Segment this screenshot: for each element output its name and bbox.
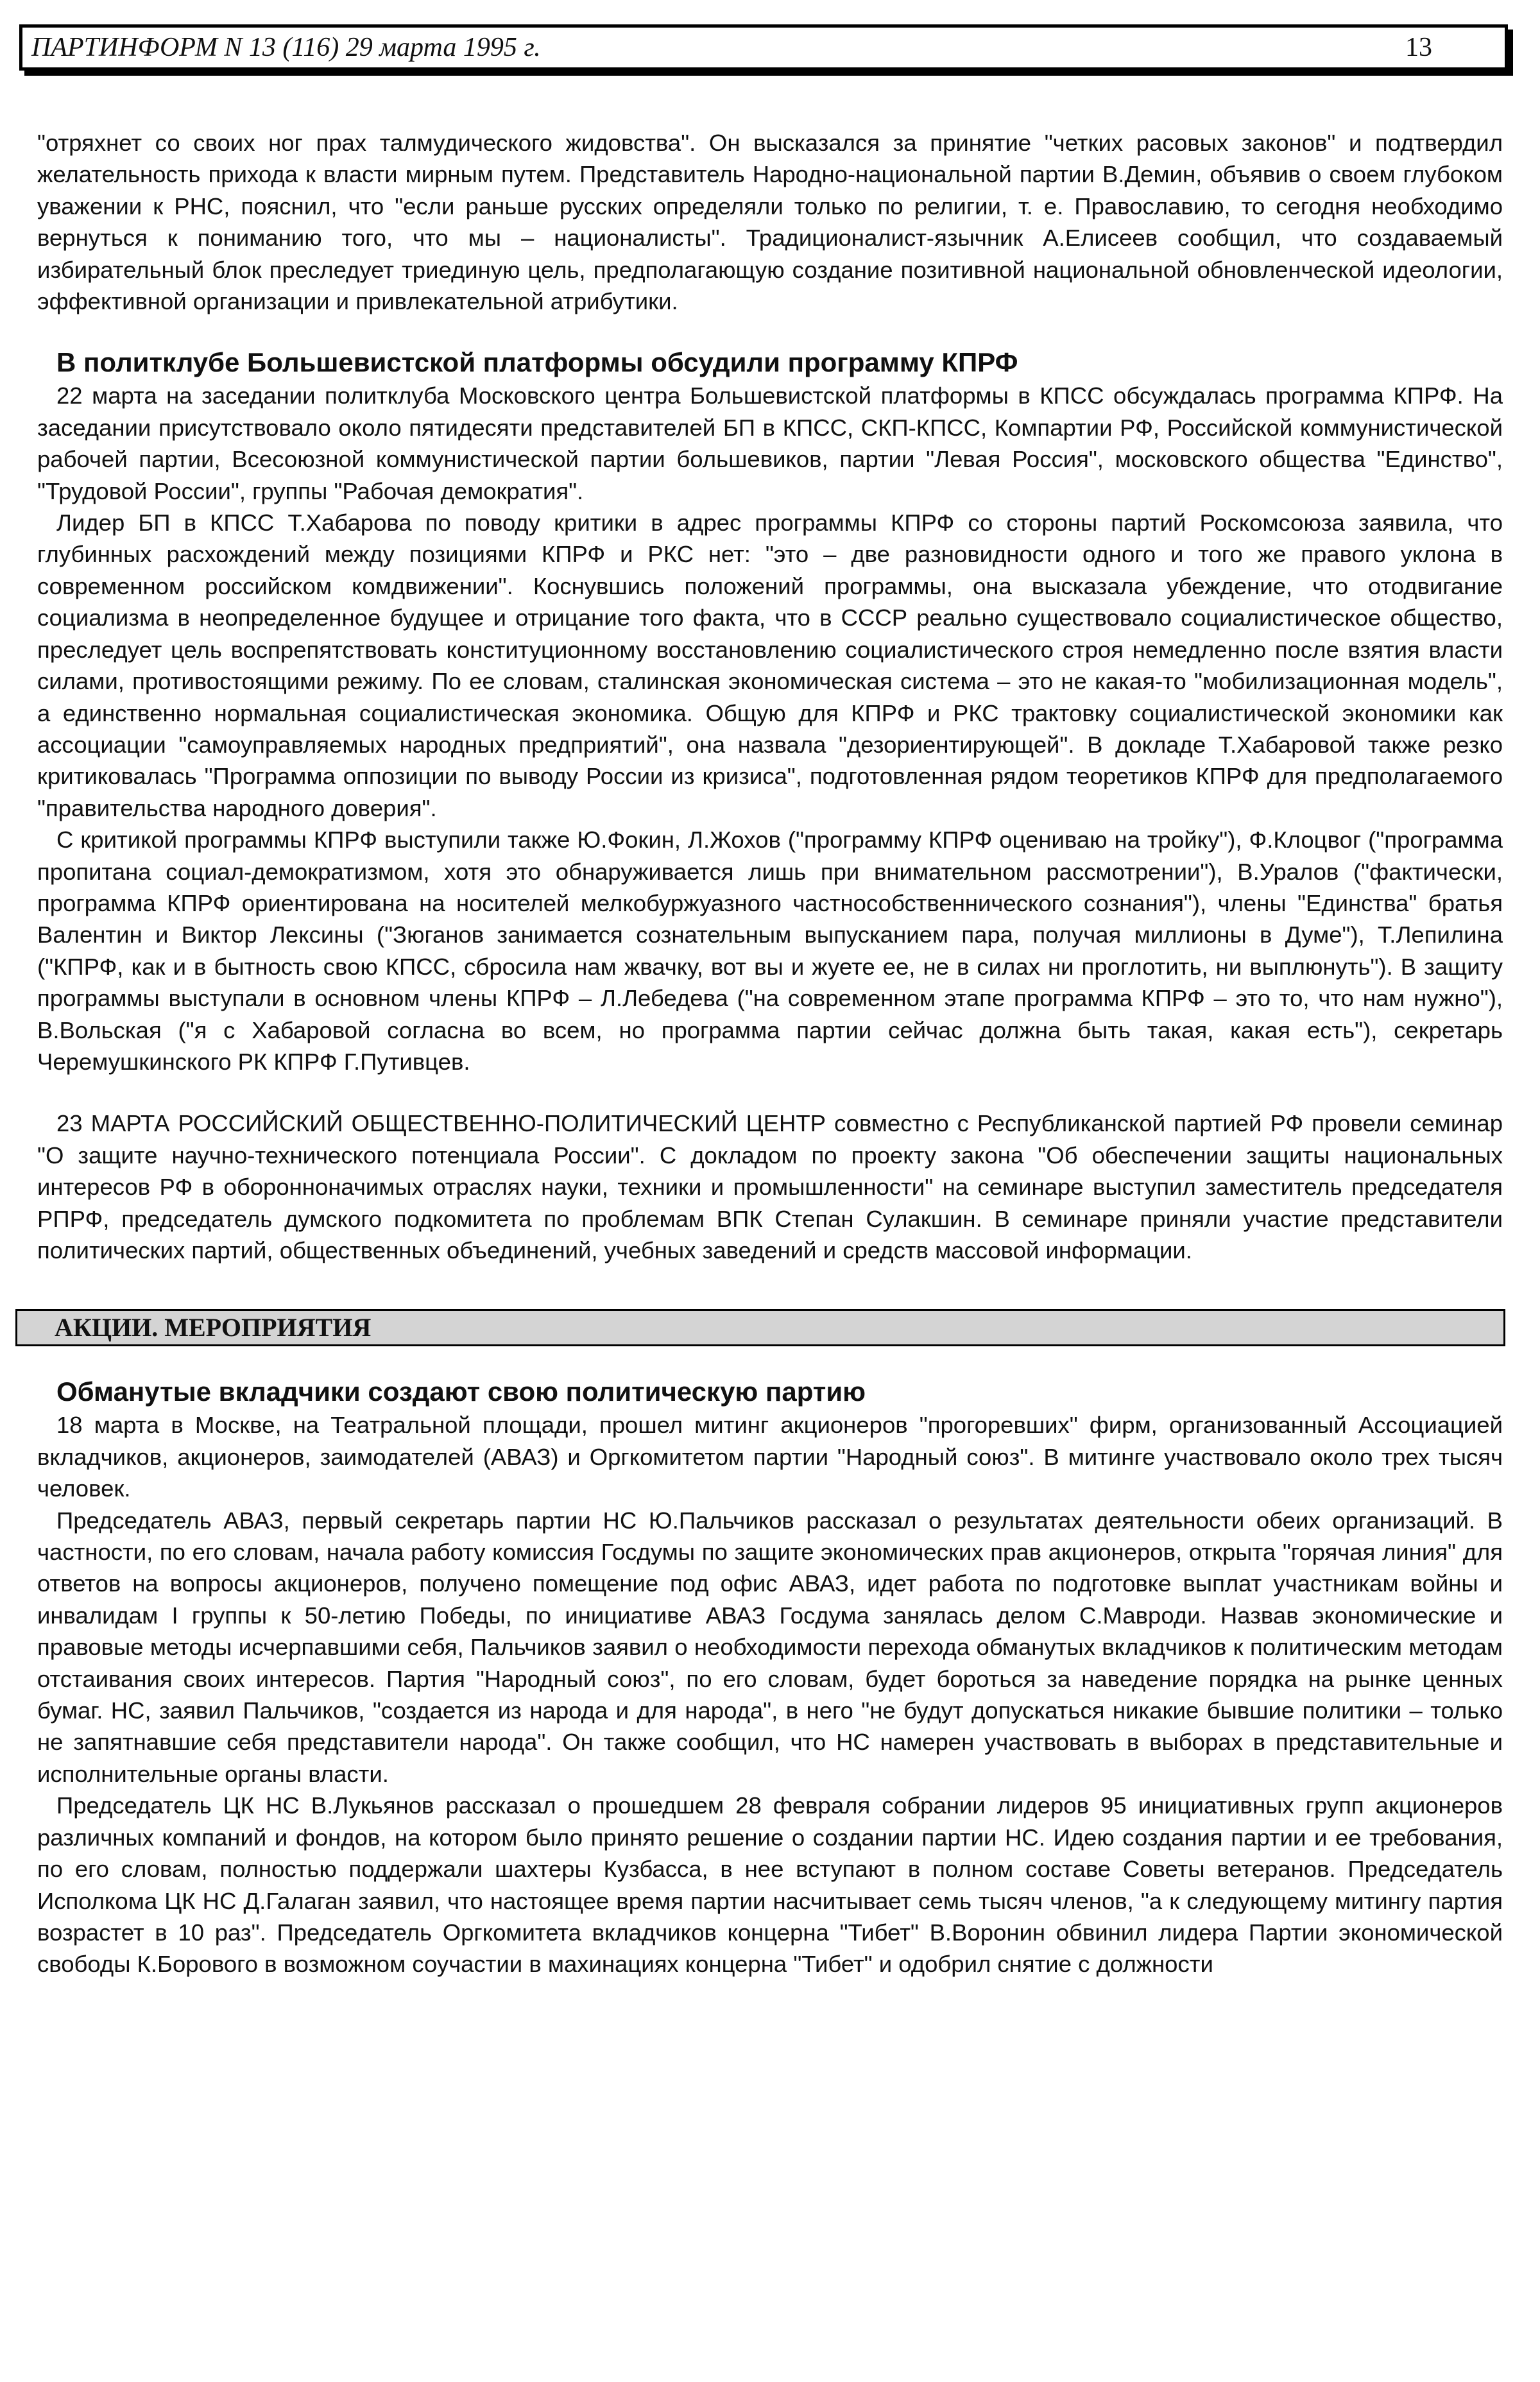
intro-paragraph: "отряхнет со своих ног прах талмудического жидовства". Он высказался за принятие "четких расовых законов" и подтвердил желательность прихода к власти мирным путем. Представитель Народно-национальной партии В.Демин, объявив о своем глубоком уважении к РНС, пояснил, что "если раньше русских определяли только по религии, т. е. Православию, то сегодня необходимо вернуться к пониманию того, что мы – националисты". Традиционалист-язычник А.Елисеев сообщил, что создаваемый избирательный блок преследует триединую цель, предполагающую создание позитивной национальной обновленческой идеологии, эффективной организации и привлекательной атрибутики. — [37, 130, 1503, 315]
article-title-depositors-party: Обманутые вкладчики создают свою политическую партию — [56, 1376, 866, 1407]
paragraph: Председатель ЦК НС В.Лукьянов рассказал о прошедшем 28 февраля собрании лидеров 95 инициативных групп акционеров различных компаний и фондов, на котором было принято решение о создании партии НС. Идею создания партии и ее требования, по его словам, полностью поддержали шахтеры Кузбасса, в нее вступают в полном составе Советы ветеранов. Председатель Исполкома ЦК НС Д.Галаган заявил, что настоящее время партии насчитывает семь тысяч членов, "а к следующему митингу партия возрастет в 10 раз". Председатель Оргкомитета вкладчиков концерна "Тибет" В.Воронин обвинил лидера Партии экономической свободы К.Борового в возможном соучастии в махинациях концерна "Тибет" и одобрил снятие с должности — [37, 1792, 1503, 1978]
paragraph: 18 марта в Москве, на Театральной площади, прошел митинг акционеров "прогоревших" фирм, организованный Ассоциацией вкладчиков, акционеров, заимодателей (АВАЗ) и Оргкомитетом партии "Народный союз". В митинге участвовало около трех тысяч человек. — [37, 1412, 1503, 1502]
paragraph: 23 МАРТА РОССИЙСКИЙ ОБЩЕСТВЕННО-ПОЛИТИЧЕСКИЙ ЦЕНТР совместно с Республиканской партией РФ провели семинар "О защите научно-технического потенциала России". С докладом по проекту закона "Об обеспечении защиты национальных интересов РФ в оборонноначимых отраслях науки, техники и промышленности" на семинаре выступил заместитель председателя РПРФ, председатель думского подкомитета по проблемам ВПК Степан Сулакшин. В семинаре приняли участие представители политических партий, общественных объединений, учебных заведений и средств массовой информации. — [37, 1110, 1503, 1264]
page-header — [19, 24, 1508, 71]
paragraph: 22 марта на заседании политклуба Московского центра Большевистской платформы в КПСС обсуждалась программа КПРФ. На заседании присутствовало около пятидесяти представителей БП в КПСС, СКП-КПСС, Компартии РФ, Российской коммунистической рабочей партии, Всесоюзной коммунистической партии большевиков, партии "Левая Россия", московского общества "Единство", "Трудовой России", группы "Рабочая демократия". — [37, 382, 1503, 504]
paragraph: С критикой программы КПРФ выступили также Ю.Фокин, Л.Жохов ("программу КПРФ оцениваю на тройку"), Ф.Клоцвог ("программа пропитана социал-демократизмом, хотя это обнаруживается лишь при внимательном рассмотрении"), В.Уралов ("фактически, программа КПРФ ориентирована на носителей мелкобуржуазного частнособственнического сознания"), члены "Единства" братья Валентин и Виктор Лексины ("Зюганов занимается сознательным выпусканием пара, получая миллионы в Думе"), Т.Лепилина ("КПРФ, как и в бытность свою КПСС, сбросила нам жвачку, вот вы и жуете ее, не в силах ни проглотить, ни выплюнуть"). В защиту программы выступали в основном члены КПРФ – Л.Лебедева ("на современном этапе программа КПРФ – это то, что нам нужно"), В.Вольская ("я с Хабаровой согласна во всем, но программа партии сейчас должна быть такая, какая есть"), секретарь Черемушкинского РК КПРФ Г.Путивцев. — [37, 827, 1503, 1075]
article-body — [37, 127, 1503, 1980]
publication-title: ПАРТИНФОРМ N 13 (116) 29 марта 1995 г. — [31, 33, 541, 62]
paragraph: Лидер БП в КПСС Т.Хабарова по поводу критики в адрес программы КПРФ со стороны партий Роскомсоюза заявила, что глубинных расхождений между позициями КПРФ и РКС нет: "это – две разновидности одного и того же правого уклона в современном российском комдвижении". Коснувшись положений программы, она высказала убеждение, что отодвигание социализма в неопределенное будущее и отрицание того факта, что в СССР реально существовало социалистическое общество, преследует цель воспрепятствовать конституционному восстановлению социалистического строя немедленно после взятия власти силами, противостоящими режиму. По ее словам, сталинская экономическая система – это не какая-то "мобилизационная модель", а единственно нормальная социалистическая экономика. Общую для КПРФ и РКС трактовку социалистической экономики как ассоциации "самоуправляемых народных предприятий", она назвала "дезориентирующей". В докладе Т.Хабаровой также резко критиковалась "Программа оппозиции по выводу России из кризиса", подготовленная рядом теоретиков КПРФ для предполагаемого "правительства народного доверия". — [37, 510, 1503, 821]
article-title-bolshevik-club: В политклубе Большевистской платформы обсудили программу КПРФ — [56, 347, 1018, 378]
paragraph: Председатель АВАЗ, первый секретарь партии НС Ю.Пальчиков рассказал о результатах деятельности обеих организаций. В частности, по его словам, начала работу комиссия Госдумы по защите экономических прав акционеров, открыта "горячая линия" для ответов на вопросы акционеров, получено помещение под офис АВАЗ, идет работа по подготовке выплат участникам войны и инвалидам I группы к 50-летию Победы, по инициативе АВАЗ Госдума занялась делом С.Мавроди. Назвав экономические и правовые методы исчерпавшими себя, Пальчиков заявил о необходимости перехода обманутых вкладчиков к политическим методам отстаивания своих интересов. Партия "Народный союз", по его словам, будет бороться за наведение порядка на рынке ценных бумаг. НС, заявил Пальчиков, "создается из народа и для народа", в него "не будут допускаться никакие бывшие политики – только не запятнавшие себя представители народа". Он также сообщил, что НС намерен участвовать в выборах в представительные и исполнительные органы власти. — [37, 1507, 1503, 1787]
page-number: 13 — [1405, 33, 1432, 62]
section-rubric: АКЦИИ. МЕРОПРИЯТИЯ — [15, 1309, 1505, 1346]
